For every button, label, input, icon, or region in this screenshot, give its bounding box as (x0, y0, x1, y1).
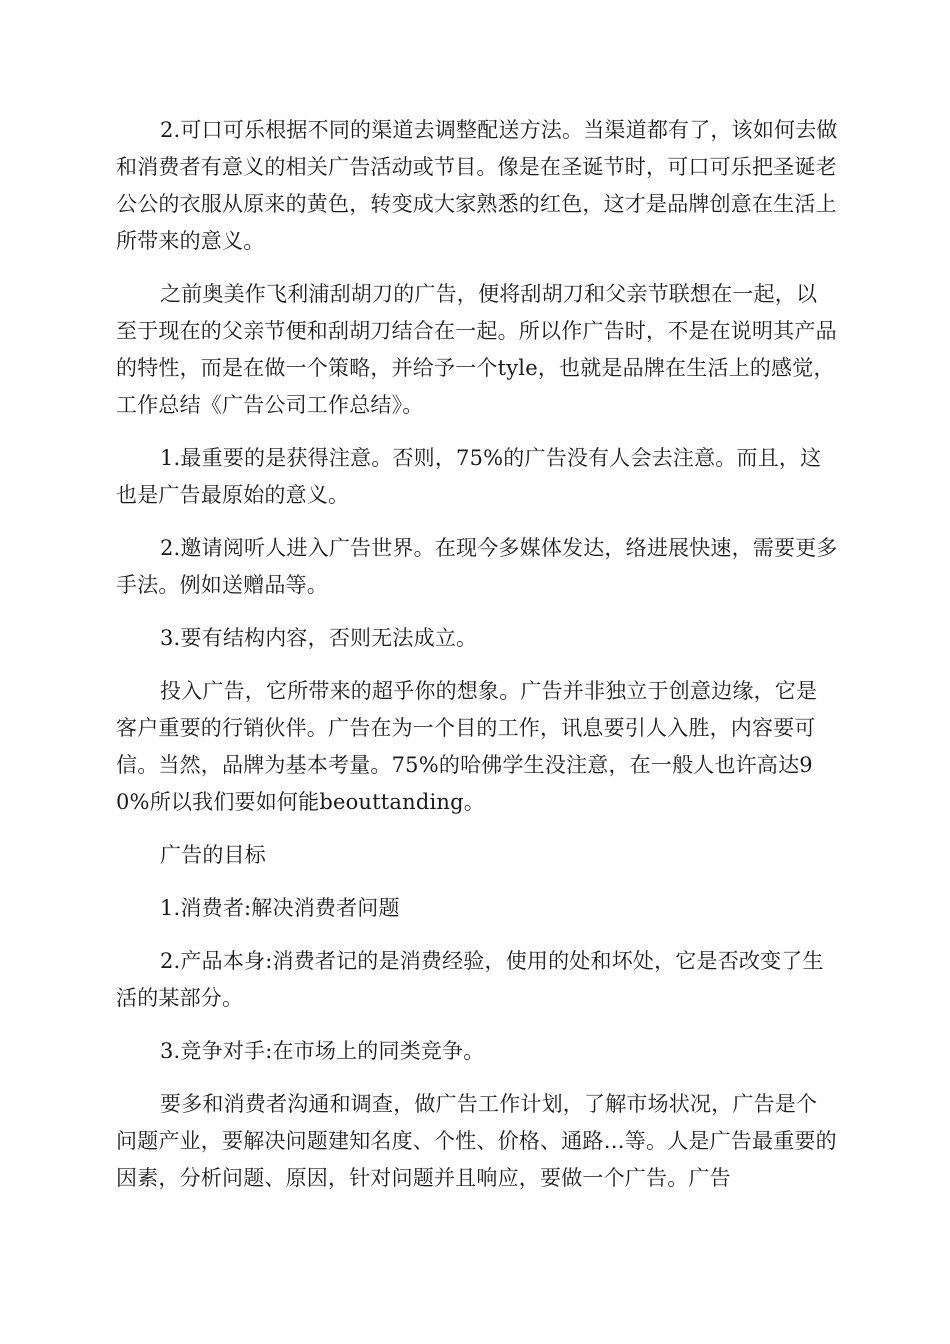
paragraph-goal-consumer: 1.消费者:解决消费者问题 (160, 896, 400, 920)
paragraph-goal-product: 2.产品本身:消费者记的是消费经验，使用的处和坏处，它是否改变了生活的某部分。 (116, 949, 824, 1010)
document-body (116, 112, 838, 1213)
paragraph-coca-cola-channels: 2.可口可乐根据不同的渠道去调整配送方法。当渠道都有了，该如何去做和消费者有意义的相关广告活动或节目。像是在圣诞节时，可口可乐把圣诞老公公的衣服从原来的黄色，转变成大家熟悉的红色，这才是品牌创意在生活上所带来的意义。 (116, 118, 838, 253)
paragraph-communicate-consumers: 要多和消费者沟通和调查，做广告工作计划，了解市场状况，广告是个问题产业，要解决问题建知名度、个性、价格、通路…等。人是广告最重要的因素，分析问题、原因，针对问题并且响应，要做一个广告。广告 (116, 1092, 837, 1190)
section-heading-ad-goals: 广告的目标 (160, 843, 266, 867)
paragraph-invest-in-ads: 投入广告，它所带来的超乎你的想象。广告并非独立于创意边缘，它是客户重要的行销伙伴。广告在为一个目的工作，讯息要引人入胜，内容要可信。当然，品牌为基本考量。75%的哈佛学生没注意，在一般人也许高达90%所以我们要如何能beouttanding。 (116, 679, 818, 814)
paragraph-goal-competitor: 3.竞争对手:在市场上的同类竞争。 (160, 1039, 485, 1063)
paragraph-invite-audience: 2.邀请阅听人进入广告世界。在现今多媒体发达，络进展快速，需要更多手法。例如送赠品等。 (116, 536, 838, 597)
paragraph-get-attention: 1.最重要的是获得注意。否则，75%的广告没有人会去注意。而且，这也是广告最原始的意义。 (116, 446, 822, 507)
paragraph-philips-razor: 之前奥美作飞利浦刮胡刀的广告，便将刮胡刀和父亲节联想在一起，以至于现在的父亲节便和刮胡刀结合在一起。所以作广告时，不是在说明其产品的特性，而是在做一个策略，并给予一个tyle，也就是品牌在生活上的感觉，工作总结《广告公司工作总结》。 (116, 282, 837, 417)
paragraph-structure-content: 3.要有结构内容，否则无法成立。 (160, 626, 478, 650)
